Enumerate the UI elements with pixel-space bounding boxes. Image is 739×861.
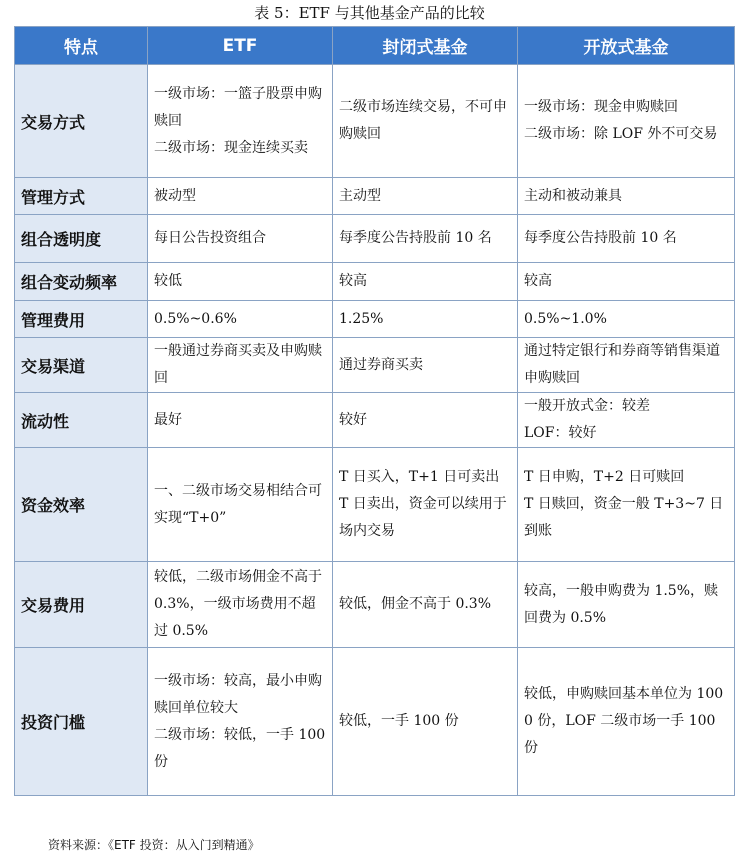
- cell-etf: [148, 448, 333, 562]
- table-row: [15, 338, 735, 393]
- cell-text: 较低，一手 100 份: [339, 713, 459, 729]
- cell-closed-fund: [333, 178, 518, 215]
- cell-text: T 日赎回，资金一般 T+3~7 日到账: [524, 496, 724, 539]
- cell-text: 较低，佣金不高于 0.3%: [339, 596, 492, 612]
- cell-closed-fund: [333, 448, 518, 562]
- cell-text: T 日申购，T+2 日可赎回: [524, 469, 685, 485]
- cell-text: 一般通过券商买卖及申购赎回: [154, 343, 322, 386]
- cell-text: T 日卖出，资金可以续用于场内交易: [339, 496, 507, 539]
- row-label: 组合变动频率: [15, 263, 148, 301]
- header-row: [15, 27, 735, 65]
- cell-text: 主动型: [339, 187, 381, 204]
- cell-closed-fund: [333, 648, 518, 796]
- cell-text: 较高: [339, 273, 367, 289]
- row-label: 流动性: [15, 393, 148, 448]
- table-row: [15, 393, 735, 448]
- table-row: [15, 301, 735, 338]
- table-row: [15, 178, 735, 215]
- table-body: [15, 65, 735, 796]
- row-label: 交易方式: [15, 65, 148, 178]
- table-row: [15, 215, 735, 263]
- source-note: 资料来源：《ETF 投资：从入门到精通》: [48, 838, 260, 852]
- table-row: [15, 648, 735, 796]
- cell-text: 通过特定银行和券商等销售渠道申购赎回: [524, 343, 720, 386]
- cell-etf: [148, 65, 333, 178]
- cell-text: 较高: [524, 273, 552, 289]
- cell-text: 较低: [154, 273, 182, 289]
- cell-open-fund: [518, 65, 735, 178]
- header-closed-fund: 封闭式基金: [333, 27, 518, 65]
- table-row: [15, 448, 735, 562]
- row-label: 资金效率: [15, 448, 148, 562]
- cell-text: 1.25%: [339, 310, 384, 327]
- cell-text: 较好: [339, 411, 367, 428]
- cell-text: 一级市场：现金申购赎回: [524, 99, 678, 115]
- cell-etf: [148, 338, 333, 393]
- cell-etf: [148, 263, 333, 301]
- cell-text: T 日买入，T+1 日可卖出: [339, 469, 500, 485]
- cell-open-fund: [518, 393, 735, 448]
- cell-etf: [148, 178, 333, 215]
- cell-closed-fund: [333, 393, 518, 448]
- header-etf: ETF: [148, 27, 333, 65]
- cell-closed-fund: [333, 301, 518, 338]
- row-label: 管理方式: [15, 178, 148, 215]
- table-caption: 表 5：ETF 与其他基金产品的比较: [254, 4, 485, 22]
- cell-etf: [148, 393, 333, 448]
- cell-open-fund: [518, 562, 735, 648]
- table-row: [15, 263, 735, 301]
- cell-closed-fund: [333, 215, 518, 263]
- row-label: 管理费用: [15, 301, 148, 338]
- cell-text: 一、二级市场交易相结合可实现“T+0”: [154, 482, 322, 526]
- cell-text: 被动型: [154, 187, 196, 204]
- cell-etf: [148, 562, 333, 648]
- cell-open-fund: [518, 178, 735, 215]
- cell-text: 一级市场：一篮子股票申购赎回: [154, 85, 322, 129]
- cell-open-fund: [518, 263, 735, 301]
- cell-text: 0.5%~0.6%: [154, 310, 237, 327]
- row-label: 交易渠道: [15, 338, 148, 393]
- header-open-fund: 开放式基金: [518, 27, 735, 65]
- cell-etf: [148, 215, 333, 263]
- table-row: [15, 65, 735, 178]
- cell-open-fund: [518, 448, 735, 562]
- cell-open-fund: [518, 338, 735, 393]
- cell-closed-fund: [333, 65, 518, 178]
- cell-open-fund: [518, 301, 735, 338]
- cell-open-fund: [518, 648, 735, 796]
- cell-text: 二级市场连续交易，不可申购赎回: [339, 99, 507, 142]
- cell-text: 主动和被动兼具: [524, 187, 622, 204]
- cell-closed-fund: [333, 263, 518, 301]
- comparison-table: [14, 26, 735, 796]
- cell-closed-fund: [333, 338, 518, 393]
- cell-text: 较高，一般申购费为 1.5%，赎回费为 0.5%: [524, 582, 719, 626]
- table-row: [15, 562, 735, 648]
- cell-text: 较低，二级市场佣金不高于 0.3%，一级市场费用不超过 0.5%: [154, 569, 322, 639]
- row-label: 组合透明度: [15, 215, 148, 263]
- cell-text: LOF：较好: [524, 425, 597, 441]
- cell-text: 二级市场：除 LOF 外不可交易: [524, 126, 718, 142]
- cell-text: 较低，申购赎回基本单位为 1000 份，LOF 二级市场一手 100 份: [524, 686, 724, 756]
- cell-text: 每日公告投资组合: [154, 230, 266, 246]
- cell-text: 每季度公告持股前 10 名: [339, 230, 492, 246]
- cell-text: 一般开放式金：较差: [524, 398, 650, 414]
- row-label: 投资门槛: [15, 648, 148, 796]
- cell-text: 二级市场：较低，一手 100 份: [154, 726, 326, 770]
- cell-text: 每季度公告持股前 10 名: [524, 230, 677, 246]
- cell-closed-fund: [333, 562, 518, 648]
- cell-etf: [148, 648, 333, 796]
- cell-text: 0.5%~1.0%: [524, 310, 607, 327]
- cell-etf: [148, 301, 333, 338]
- cell-text: 通过券商买卖: [339, 356, 423, 373]
- cell-open-fund: [518, 215, 735, 263]
- cell-text: 一级市场：较高，最小申购赎回单位较大: [154, 672, 322, 716]
- row-label: 交易费用: [15, 562, 148, 648]
- cell-text: 最好: [154, 411, 182, 428]
- cell-text: 二级市场：现金连续买卖: [154, 139, 308, 156]
- header-feature: 特点: [15, 27, 148, 65]
